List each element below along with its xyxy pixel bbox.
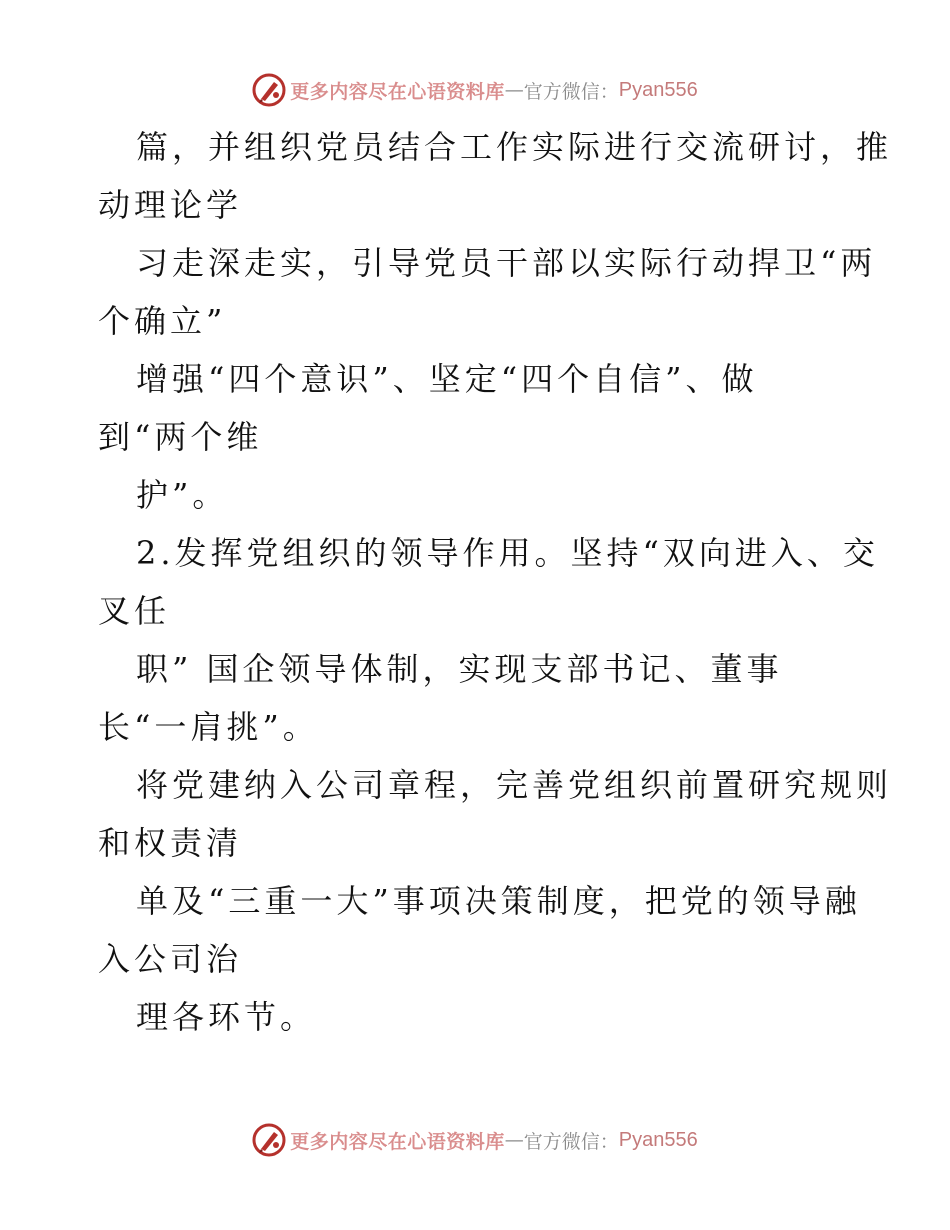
banner-separator: — [504,79,524,101]
text-line: 个确立” [98,302,227,340]
text-line: 入公司治 [98,940,243,978]
banner-contact-id: Pyan556 [618,1128,698,1151]
text-line: 习走深走实，引导党员干部以实际行动捍卫“两 [136,244,877,282]
header-watermark-banner [0,70,950,110]
footer-watermark-banner [0,1120,950,1160]
text-line: 篇，并组织党员结合工作实际进行交流研讨，推 [136,128,893,166]
text-line: 增强“四个意识”、坚定“四个自信”、做 [136,360,758,398]
text-line: 理各环节。 [136,998,317,1036]
banner-contact-id: Pyan556 [618,78,698,101]
text-line: 和权责清 [98,824,243,862]
document-body [98,118,893,1046]
text-line: 长“一肩挑”。 [98,708,319,746]
text-line: 叉任 [98,592,171,630]
banner-title: 更多内容尽在心语资料库 [290,80,505,103]
banner-separator: — [504,1129,524,1151]
banner-contact-label: 官方微信： [523,1130,619,1153]
text-line: 2.发挥党组织的领导作用。坚持“双向进入、交 [136,534,879,572]
banner-title: 更多内容尽在心语资料库 [290,1130,505,1153]
text-line: 将党建纳入公司章程，完善党组织前置研究规则 [136,766,893,804]
text-line: 职” 国企领导体制，实现支部书记、董事 [136,650,783,688]
banner-contact-label: 官方微信： [523,80,619,103]
text-line: 到“两个维 [98,418,263,456]
text-line: 动理论学 [98,186,243,224]
text-line: 护”。 [136,476,229,514]
text-line: 单及“三重一大”事项决策制度，把党的领导融 [136,882,861,920]
quill-pen-logo-icon [252,1123,286,1157]
quill-pen-logo-icon [252,73,286,107]
